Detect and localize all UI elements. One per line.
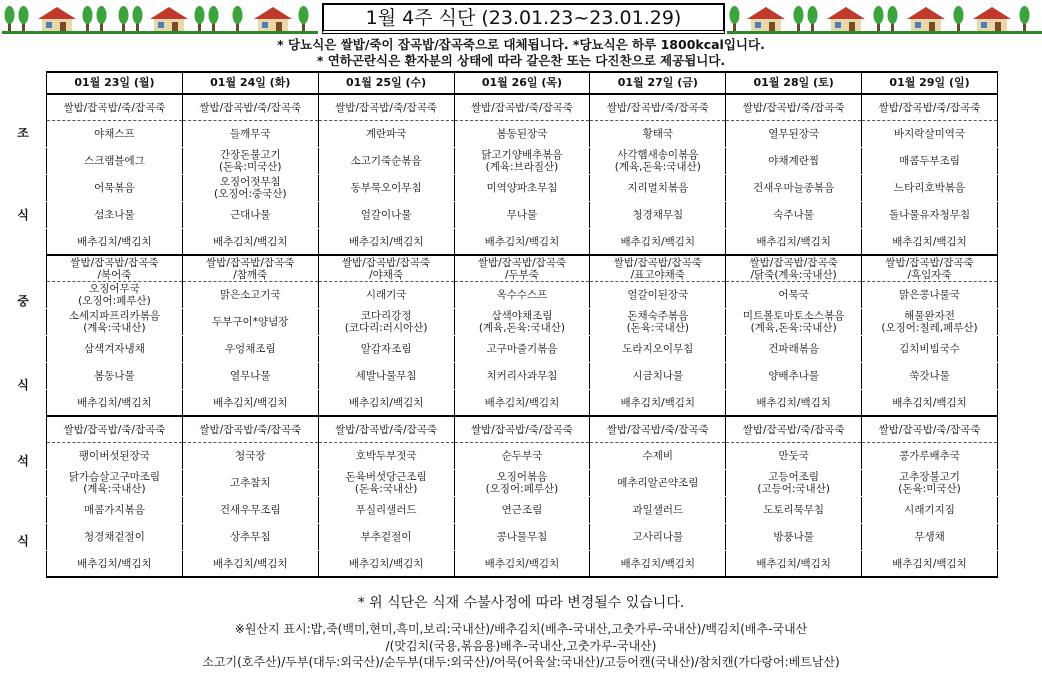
tree-icon [5, 6, 15, 32]
menu-table [46, 71, 998, 578]
lunch-rice-row [47, 255, 998, 282]
menu-cell: 콩가루배추국 [862, 443, 998, 470]
menu-cell: 야채스프 [47, 121, 183, 148]
menu-cell: 얼갈이된장국 [590, 282, 726, 309]
footer-note: * 위 식단은 식재 수불사정에 따라 변경될수 있습니다. [357, 595, 685, 611]
day-header: 01월 24일 (화) [182, 72, 318, 94]
menu-cell: 배추김치/백김치 [318, 551, 454, 578]
menu-cell: 간장돈불고기 (돈육:미국산) [182, 148, 318, 175]
menu-cell: 쌀밥/잡곡밥/죽/잡곡죽 [862, 94, 998, 121]
menu-cell: 배추김치/백김치 [182, 390, 318, 417]
tree-icon [119, 6, 129, 32]
menu-cell: 배추김치/백김치 [47, 390, 183, 417]
menu-cell: 치커리사과무침 [454, 363, 590, 390]
dinner-dish-row [47, 524, 998, 551]
menu-cell: 메추리알곤약조림 [590, 470, 726, 497]
menu-cell: 쌀밥/잡곡밥/죽/잡곡죽 [590, 416, 726, 443]
menu-cell: 쌀밥/잡곡밥/잡곡죽 /야채죽 [318, 255, 454, 282]
menu-cell: 쌀밥/잡곡밥/죽/잡곡죽 [47, 94, 183, 121]
menu-cell: 팽이버섯된장국 [47, 443, 183, 470]
menu-cell: 고추참치 [182, 470, 318, 497]
menu-cell: 두부구이*양념장 [182, 309, 318, 336]
breakfast-dish-row [47, 121, 998, 148]
menu-cell: 배추김치/백김치 [454, 551, 590, 578]
menu-cell: 건새우마늘종볶음 [726, 175, 862, 202]
menu-cell: 쌀밥/잡곡밥/잡곡죽 /흑임자죽 [862, 255, 998, 282]
menu-cell: 쌀밥/잡곡밥/잡곡죽 /북어죽 [47, 255, 183, 282]
menu-cell: 섬초나물 [47, 202, 183, 229]
menu-cell: 쌀밥/잡곡밥/죽/잡곡죽 [862, 416, 998, 443]
tree-icon [233, 6, 243, 32]
menu-cell: 도라지오이무침 [590, 336, 726, 363]
menu-cell: 무나물 [454, 202, 590, 229]
dinner-kimchi-row [47, 551, 998, 578]
dinner-dish-row [47, 443, 998, 470]
menu-cell: 콩나물무침 [454, 524, 590, 551]
menu-cell: 미트볼토마토소스볶음 (계육,돈육:국내산) [726, 309, 862, 336]
origin-line-3: 소고기(호주산)/두부(대두:외국산)/순두부(대두:외국산)/어묵(어육살:국내산)/고등어캔(국내산)/참치캔(가다랑어:베트남산) [202, 655, 840, 669]
menu-cell: 부추겉절이 [318, 524, 454, 551]
notice-diabetic: * 당뇨식은 쌀밥/죽이 잡곡밥/잡곡죽으로 대체됩니다. *당뇨식은 하루 1800kcal입니다. [277, 37, 765, 52]
dinner-dish-row [47, 470, 998, 497]
menu-cell: 오징어젓무침 (오징어:중국산) [182, 175, 318, 202]
menu-cell: 삼색야채조림 (계육,돈육:국내산) [454, 309, 590, 336]
menu-cell: 열무된장국 [726, 121, 862, 148]
tree-icon [730, 6, 740, 32]
menu-cell: 숙주나물 [726, 202, 862, 229]
menu-cell: 배추김치/백김치 [47, 551, 183, 578]
tree-icon [195, 6, 205, 32]
menu-cell: 닭고기양배추볶음 (계육:브라질산) [454, 148, 590, 175]
breakfast-dish-row [47, 148, 998, 175]
menu-cell: 사각햄새송이볶음 (계육,돈육:국내산) [590, 148, 726, 175]
menu-cell: 봄동된장국 [454, 121, 590, 148]
breakfast-kimchi-row [47, 229, 998, 256]
origin-line-1: ※원산지 표시:밥,죽(백미,현미,흑미,보리:국내산)/배추김치(배추-국내산,고춧가루-국내산)/백김치(배추-국내산 [234, 622, 808, 636]
menu-cell: 쑥갓나물 [862, 363, 998, 390]
menu-cell: 매콤가지볶음 [47, 497, 183, 524]
menu-cell: 황태국 [590, 121, 726, 148]
day-header: 01월 25일 (수) [318, 72, 454, 94]
menu-cell: 어묵볶음 [47, 175, 183, 202]
menu-cell: 건파래볶음 [726, 336, 862, 363]
meal-label-breakfast-1: 조 [17, 126, 29, 140]
menu-cell: 쌀밥/잡곡밥/잡곡죽 /두부죽 [454, 255, 590, 282]
menu-cell: 배추김치/백김치 [862, 229, 998, 256]
tree-icon [209, 6, 219, 32]
menu-cell: 청국장 [182, 443, 318, 470]
menu-cell: 오징어볶음 (오징어:페루산) [454, 470, 590, 497]
menu-cell: 푸실리샐러드 [318, 497, 454, 524]
menu-cell: 소세지파프리카볶음 (계육:국내산) [47, 309, 183, 336]
tree-icon [97, 6, 107, 32]
lunch-dish-row [47, 363, 998, 390]
menu-cell: 배추김치/백김치 [318, 390, 454, 417]
menu-cell: 수제비 [590, 443, 726, 470]
menu-cell: 쌀밥/잡곡밥/죽/잡곡죽 [454, 94, 590, 121]
menu-cell: 배추김치/백김치 [47, 229, 183, 256]
day-header: 01월 28일 (토) [726, 72, 862, 94]
decor-right-strip [727, 4, 1042, 38]
menu-cell: 미역양파초무침 [454, 175, 590, 202]
menu-cell: 배추김치/백김치 [590, 551, 726, 578]
menu-cell: 연근조림 [454, 497, 590, 524]
lunch-dish-row [47, 336, 998, 363]
menu-cell: 고등어조림 (고등어:국내산) [726, 470, 862, 497]
menu-cell: 배추김치/백김치 [318, 229, 454, 256]
menu-cell: 쌀밥/잡곡밥/죽/잡곡죽 [318, 94, 454, 121]
menu-cell: 고사리나물 [590, 524, 726, 551]
menu-cell: 방풍나물 [726, 524, 862, 551]
menu-cell: 해물완자전 (오징어:칠레,페루산) [862, 309, 998, 336]
decor-left-strip [2, 4, 318, 38]
menu-cell: 무생채 [862, 524, 998, 551]
menu-cell: 김치비빔국수 [862, 336, 998, 363]
tree-icon [133, 6, 143, 32]
menu-cell: 시래기국 [318, 282, 454, 309]
menu-cell: 상추무침 [182, 524, 318, 551]
tree-icon [808, 6, 818, 32]
tree-icon [954, 6, 964, 32]
lunch-kimchi-row [47, 390, 998, 417]
tree-icon [83, 6, 93, 32]
menu-cell: 계란파국 [318, 121, 454, 148]
lunch-dish-row [47, 309, 998, 336]
menu-cell: 쌀밥/잡곡밥/죽/잡곡죽 [726, 94, 862, 121]
menu-cell: 청경채무침 [590, 202, 726, 229]
menu-cell: 양배추나물 [726, 363, 862, 390]
menu-cell: 배추김치/백김치 [454, 229, 590, 256]
menu-cell: 세발나물무침 [318, 363, 454, 390]
menu-cell: 봄동나물 [47, 363, 183, 390]
menu-cell: 맑은콩나물국 [862, 282, 998, 309]
notice-dysphagia: * 연하곤란식은 환자분의 상태에 따라 갈은찬 또는 다진찬으로 제공됩니다. [316, 53, 726, 68]
menu-cell: 과일샐러드 [590, 497, 726, 524]
dinner-dish-row [47, 497, 998, 524]
menu-cell: 쌀밥/잡곡밥/죽/잡곡죽 [318, 416, 454, 443]
menu-cell: 열무나물 [182, 363, 318, 390]
menu-cell: 지리멸치볶음 [590, 175, 726, 202]
menu-cell: 알감자조림 [318, 336, 454, 363]
menu-cell: 근대나물 [182, 202, 318, 229]
house-icon [827, 7, 865, 32]
menu-cell: 순두부국 [454, 443, 590, 470]
origin-line-2: /(맛김치(국용,볶음용)배추-국내산,고춧가루-국내산) [385, 639, 657, 653]
menu-cell: 도토리묵무침 [726, 497, 862, 524]
menu-cell: 옥수수스프 [454, 282, 590, 309]
breakfast-dish-row [47, 175, 998, 202]
menu-cell: 배추김치/백김치 [182, 229, 318, 256]
menu-cell: 배추김치/백김치 [862, 551, 998, 578]
menu-cell: 야채계란찜 [726, 148, 862, 175]
menu-cell: 스크램블에그 [47, 148, 183, 175]
menu-cell: 배추김치/백김치 [454, 390, 590, 417]
house-icon [38, 7, 76, 32]
dinner-rice-row [47, 416, 998, 443]
menu-cell: 건새우무조림 [182, 497, 318, 524]
menu-cell: 돌나물유자청무침 [862, 202, 998, 229]
menu-cell: 쌀밥/잡곡밥/죽/잡곡죽 [47, 416, 183, 443]
menu-cell: 배추김치/백김치 [726, 390, 862, 417]
menu-cell: 쌀밥/잡곡밥/죽/잡곡죽 [454, 416, 590, 443]
breakfast-dish-row [47, 202, 998, 229]
menu-cell: 돈육버섯당근조림 (돈육:국내산) [318, 470, 454, 497]
menu-cell: 시금치나물 [590, 363, 726, 390]
menu-cell: 배추김치/백김치 [590, 229, 726, 256]
house-icon [973, 7, 1011, 32]
menu-cell: 어묵국 [726, 282, 862, 309]
menu-cell: 동부묵오이무침 [318, 175, 454, 202]
menu-cell: 배추김치/백김치 [590, 390, 726, 417]
menu-cell: 배추김치/백김치 [182, 551, 318, 578]
menu-cell: 우엉채조림 [182, 336, 318, 363]
menu-cell: 삼색겨자냉채 [47, 336, 183, 363]
menu-cell: 들깨무국 [182, 121, 318, 148]
day-header: 01월 26일 (목) [454, 72, 590, 94]
day-header: 01월 23일 (월) [47, 72, 183, 94]
menu-cell: 배추김치/백김치 [862, 390, 998, 417]
menu-cell: 고구마줄기볶음 [454, 336, 590, 363]
menu-cell: 쌀밥/잡곡밥/죽/잡곡죽 [590, 94, 726, 121]
menu-cell: 쌀밥/잡곡밥/잡곡죽 /표고야채죽 [590, 255, 726, 282]
menu-cell: 쌀밥/잡곡밥/죽/잡곡죽 [182, 94, 318, 121]
meal-label-lunch-1: 중 [17, 294, 29, 308]
menu-cell: 배추김치/백김치 [726, 551, 862, 578]
menu-cell: 닭가슴살고구마조림 (계육:국내산) [47, 470, 183, 497]
menu-cell: 고추장불고기 (돈육:미국산) [862, 470, 998, 497]
menu-cell: 쌀밥/잡곡밥/잡곡죽 /닭죽(계육:국내산) [726, 255, 862, 282]
tree-icon [794, 6, 804, 32]
menu-cell: 배추김치/백김치 [726, 229, 862, 256]
house-icon [254, 7, 292, 32]
menu-cell: 청경채겉절이 [47, 524, 183, 551]
tree-icon [874, 6, 884, 32]
house-icon [747, 7, 785, 32]
menu-cell: 오징어무국 (오징어:페루산) [47, 282, 183, 309]
menu-cell: 맑은소고기국 [182, 282, 318, 309]
menu-cell: 쌀밥/잡곡밥/죽/잡곡죽 [182, 416, 318, 443]
menu-cell: 호박두부젓국 [318, 443, 454, 470]
tree-icon [888, 6, 898, 32]
menu-cell: 쌀밥/잡곡밥/죽/잡곡죽 [726, 416, 862, 443]
lunch-dish-row [47, 282, 998, 309]
meal-label-dinner-2: 식 [17, 534, 29, 548]
tree-icon [19, 6, 29, 32]
ground-line [727, 31, 1042, 34]
ground-line [2, 31, 318, 34]
menu-body [47, 94, 998, 577]
day-header-row [47, 72, 998, 94]
page-title: 1월 4주 식단 (23.01.23~23.01.29) [322, 3, 725, 34]
menu-cell: 매콤두부조림 [862, 148, 998, 175]
menu-cell: 시래기지짐 [862, 497, 998, 524]
menu-cell: 바지락살미역국 [862, 121, 998, 148]
day-header: 01월 27일 (금) [590, 72, 726, 94]
tree-icon [299, 6, 309, 32]
house-icon [150, 7, 188, 32]
day-header: 01월 29일 (일) [862, 72, 998, 94]
meal-label-dinner-1: 석 [17, 454, 29, 468]
breakfast-rice-row [47, 94, 998, 121]
menu-cell: 만둣국 [726, 443, 862, 470]
house-icon [907, 7, 945, 32]
menu-cell: 쌀밥/잡곡밥/잡곡죽 /참깨죽 [182, 255, 318, 282]
menu-cell: 돈채숙주볶음 (돈육:국내산) [590, 309, 726, 336]
menu-cell: 코다리강정 (코다리:러시아산) [318, 309, 454, 336]
meal-label-lunch-2: 식 [17, 378, 29, 392]
meal-label-breakfast-2: 식 [17, 208, 29, 222]
menu-cell: 느타리호박볶음 [862, 175, 998, 202]
menu-cell: 얼갈이나물 [318, 202, 454, 229]
menu-cell: 소고기죽순볶음 [318, 148, 454, 175]
tree-icon [1020, 6, 1030, 32]
